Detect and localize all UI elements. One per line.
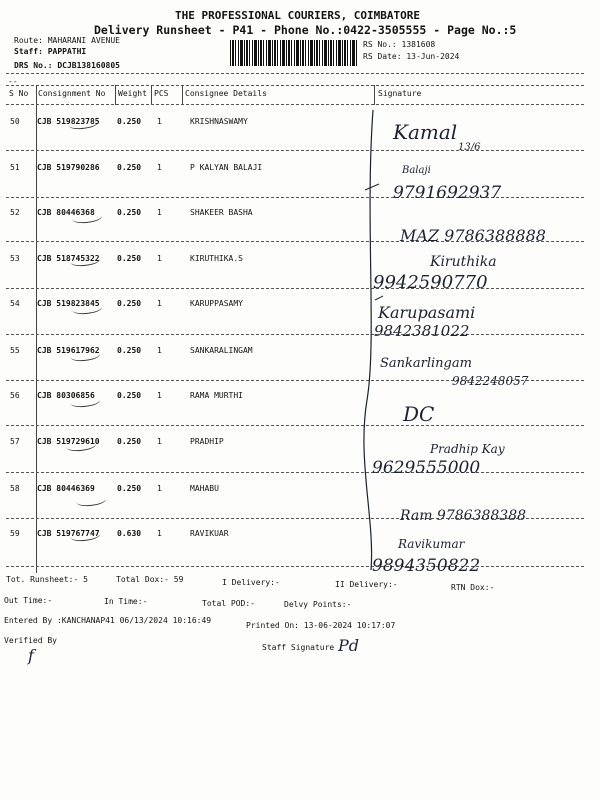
row-weight: 0.250 xyxy=(117,346,142,355)
row-consignee: RAVIKUAR xyxy=(190,529,229,538)
row-sno: 54 xyxy=(10,299,20,308)
row-weight: 0.250 xyxy=(117,208,142,217)
row-consignment: CJB 518745322 xyxy=(37,254,100,263)
row-sno: 52 xyxy=(10,208,20,217)
delivery-points: Delvy Points:- xyxy=(284,600,352,609)
total-dox: Total Dox:- 59 xyxy=(116,575,184,584)
handwritten-phone: Ram 9786388388 xyxy=(400,508,527,524)
row-consignment: CJB 80446369 xyxy=(37,484,95,493)
total-pod: Total POD:- xyxy=(202,599,255,608)
handwritten-signature: Karupasami xyxy=(378,303,476,322)
column-rule xyxy=(36,85,37,573)
row-consignment: CJB 519823845 xyxy=(37,299,100,308)
staff-label: Staff: PAPPATHI xyxy=(14,47,87,56)
row-pcs: 1 xyxy=(157,299,162,308)
row-sno: 58 xyxy=(10,484,20,493)
row-consignment: CJB 80446368 xyxy=(37,208,95,217)
column-rule xyxy=(151,85,152,105)
row-pcs: 1 xyxy=(157,163,162,172)
row-consignment: CJB 519617962 xyxy=(37,346,100,355)
row-weight: 0.250 xyxy=(117,484,142,493)
handwritten-signature: Kamal xyxy=(393,120,458,144)
col-signature: Signature xyxy=(378,89,422,98)
row-sno: 55 xyxy=(10,346,20,355)
row-weight: 0.630 xyxy=(117,529,142,538)
row-consignee: P KALYAN BALAJI xyxy=(190,163,263,172)
row-sno: 56 xyxy=(10,391,20,400)
col-sno: S No xyxy=(9,89,29,98)
column-rule xyxy=(115,85,116,105)
handwritten-mark: DC xyxy=(403,402,435,426)
row-consignee: KRISHNASWAMY xyxy=(190,117,248,126)
row-sno: 51 xyxy=(10,163,20,172)
handwritten-date: 13/6 xyxy=(458,142,481,153)
col-consignment: Consignment No xyxy=(38,89,106,98)
divider xyxy=(6,73,584,74)
row-pcs: 1 xyxy=(157,437,162,446)
row-pcs: 1 xyxy=(157,484,162,493)
row-pcs: 1 xyxy=(157,117,162,126)
row-consignment: CJB 519823785 xyxy=(37,117,100,126)
row-consignee: RAMA MURTHI xyxy=(190,391,243,400)
row-consignment: CJB 519729610 xyxy=(37,437,100,446)
row-pcs: 1 xyxy=(157,254,162,263)
handwritten-phone: 9842248057 xyxy=(452,374,529,388)
row-consignee: KARUPPASAMY xyxy=(190,299,243,308)
top-marks: -- xyxy=(8,77,18,86)
ii-delivery: II Delivery:- xyxy=(335,580,398,589)
handwritten-signature: Kiruthika xyxy=(430,254,497,270)
column-rule xyxy=(182,85,183,105)
handwritten-phone: 9629555000 xyxy=(372,458,481,478)
row-weight: 0.250 xyxy=(117,254,142,263)
out-time: Out Time:- xyxy=(4,596,53,605)
row-weight: 0.250 xyxy=(117,163,142,172)
verified-by-label: Verified By xyxy=(4,636,57,645)
row-consignment: CJB 519767747 xyxy=(37,529,100,538)
row-pcs: 1 xyxy=(157,529,162,538)
row-weight: 0.250 xyxy=(117,299,142,308)
col-consignee: Consignee Details xyxy=(185,89,267,98)
handwritten-phone: 9791692937 xyxy=(393,183,502,203)
pen-tick xyxy=(75,492,106,508)
handwritten-signature: Ravikumar xyxy=(398,537,465,551)
row-sno: 50 xyxy=(10,117,20,126)
row-pcs: 1 xyxy=(157,391,162,400)
runsheet-title: Delivery Runsheet - P41 - Phone No.:0422-3505555 - Page No.:5 xyxy=(94,23,517,37)
entered-by: Entered By :KANCHANAP41 06/13/2024 10:16:49 xyxy=(4,616,212,625)
drs-number: DRS No.: DCJB138160805 xyxy=(14,61,120,70)
row-weight: 0.250 xyxy=(117,437,142,446)
verified-signature: f xyxy=(28,646,34,665)
row-consignee: MAHABU xyxy=(190,484,219,493)
rs-date: RS Date: 13-Jun-2024 xyxy=(363,52,460,61)
row-consignee: SHAKEER BASHA xyxy=(190,208,253,217)
in-time: In Time:- xyxy=(104,597,148,606)
rtn-dox: RTN Dox:- xyxy=(451,583,495,592)
row-weight: 0.250 xyxy=(117,391,142,400)
staff-signature-label: Staff Signature xyxy=(262,643,335,652)
row-sno: 59 xyxy=(10,529,20,538)
route-label: Route: MAHARANI AVENUE xyxy=(14,36,120,45)
col-pcs: PCS xyxy=(154,89,169,98)
handwritten-signature: Pradhip Kay xyxy=(430,442,505,456)
row-sno: 53 xyxy=(10,254,20,263)
row-sno: 57 xyxy=(10,437,20,446)
company-name: THE PROFESSIONAL COURIERS, COIMBATORE xyxy=(175,9,421,22)
handwritten-phone: MAZ 9786388888 xyxy=(400,226,546,245)
rs-number: RS No.: 1381608 xyxy=(363,40,436,49)
handwritten-phone: 9842381022 xyxy=(374,322,470,340)
handwritten-signature: Sankarlingam xyxy=(380,356,472,371)
printed-on: Printed On: 13-06-2024 10:17:07 xyxy=(246,621,396,630)
handwritten-signature: Balaji xyxy=(402,165,431,176)
total-runsheet: Tot. Runsheet:- 5 xyxy=(6,575,88,584)
i-delivery: I Delivery:- xyxy=(222,578,280,587)
row-pcs: 1 xyxy=(157,346,162,355)
row-consignment: CJB 80306856 xyxy=(37,391,95,400)
row-consignee: KIRUTHIKA.S xyxy=(190,254,243,263)
row-weight: 0.250 xyxy=(117,117,142,126)
handwritten-phone: 9942590770 xyxy=(373,272,488,293)
col-weight: Weight xyxy=(118,89,147,98)
divider xyxy=(6,85,584,86)
barcode xyxy=(230,40,358,66)
handwritten-phone: 9894350822 xyxy=(372,556,481,576)
row-consignee: SANKARALINGAM xyxy=(190,346,253,355)
staff-signature: Pd xyxy=(338,636,360,655)
row-pcs: 1 xyxy=(157,208,162,217)
row-consignee: PRADHIP xyxy=(190,437,224,446)
row-consignment: CJB 519790286 xyxy=(37,163,100,172)
